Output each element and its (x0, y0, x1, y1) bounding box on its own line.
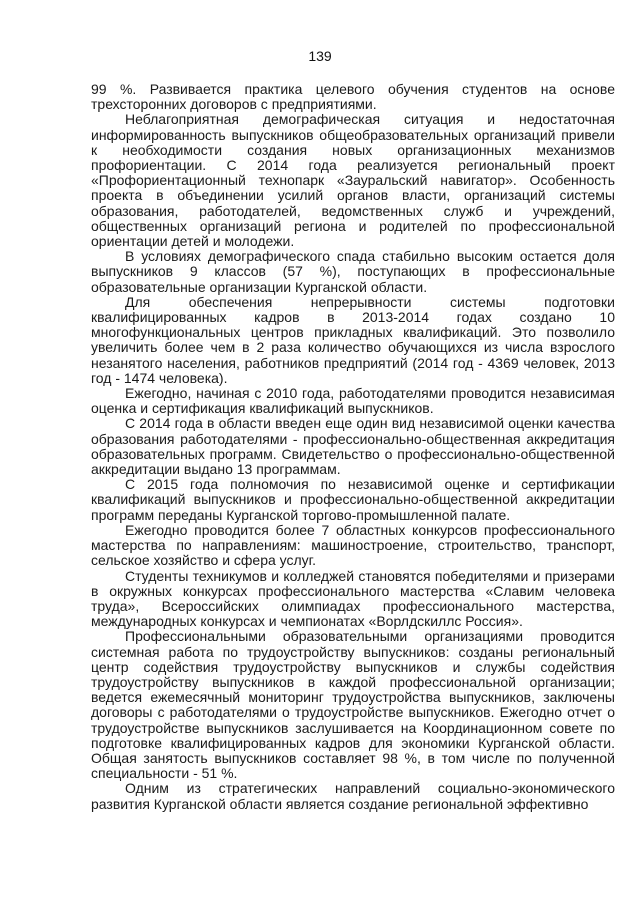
paragraph-5: Ежегодно, начиная с 2010 года, работодателями проводится независимая оценка и сертификация квалификаций выпускников. (91, 385, 615, 417)
paragraph-2: Неблагоприятная демографическая ситуация и недостаточная информированность выпускников общеобразовательных организаций привели к необходимости создания новых организационных механизмов профориентации. С 2014 года реализуется региональный проект «Профориентационный технопарк «Зауральский навигатор». Особенность проекта в объединении усилий органов власти, организаций системы образования, работодателей, ведомственных служб и учреждений, общественных организаций региона и родителей по профессиональной ориентации детей и молодежи. (91, 111, 615, 250)
paragraph-4: Для обеспечения непрерывности системы подготовки квалифицированных кадров в 2013-2014 годах создано 10 многофункциональных центров прикладных квалификаций. Это позволило увеличить более чем в 2 раза количество обучающихся из числа взрослого незанятого населения, работников предприятий (2014 год - 4369 человек, 2013 год - 1474 человека). (91, 293, 615, 386)
paragraph-9: Студенты техникумов и колледжей становятся победителями и призерами в окружных конкурсах профессионального мастерства «Славим человека труда», Всероссийских олимпиадах профессионального мастерства, международных конкурсах и чемпионатах «Ворлдскиллс Россия». (91, 567, 615, 630)
paragraph-10: Профессиональными образовательными организациями проводится системная работа по трудоустройству выпускников: созданы региональный центр содействия трудоустройству выпускников и службы содействия трудоустройству выпускников в каждой профессиональной организации; ведется ежемесячный мониторинг трудоустройства выпускников, заключены договоры с работодателями о трудоустройстве выпускников. Ежегодно отчет о трудоустройстве выпускников заслушивается на Координационном совете по подготовке квалифицированных кадров для экономики Курганской области. Общая занятость выпускников составляет 98 %, в том числе по полученной специальности - 51 %. (91, 628, 615, 782)
paragraph-8: Ежегодно проводится более 7 областных конкурсов профессионального мастерства по направлениям: машиностроение, строительство, транспорт, сельское хозяйство и сфера услуг. (91, 521, 615, 569)
paragraph-6: С 2014 года в области введен еще один вид независимой оценки качества образования работодателями - профессионально-общественная аккредитация образовательных программ. Свидетельство о профессионально-общественной аккредитации выдано 13 программам. (91, 415, 615, 478)
body-text (91, 82, 615, 812)
paragraph-7: С 2015 года полномочия по независимой оценке и сертификации квалификаций выпускников и профессионально-общественной аккредитации программ переданы Курганской торгово-промышленной палате. (91, 476, 615, 523)
page-number: 139 (308, 48, 332, 64)
paragraph-1: 99 %. Развивается практика целевого обучения студентов на основе трехсторонних договоров с предприятиями. (91, 81, 615, 113)
paragraph-11: Одним из стратегических направлений социально-экономического развития Курганской области является создание региональной эффективно (91, 780, 615, 812)
paragraph-3: В условиях демографического спада стабильно высоким остается доля выпускников 9 классов (57 %), поступающих в профессиональные образовательные организации Курганской области. (91, 248, 615, 295)
